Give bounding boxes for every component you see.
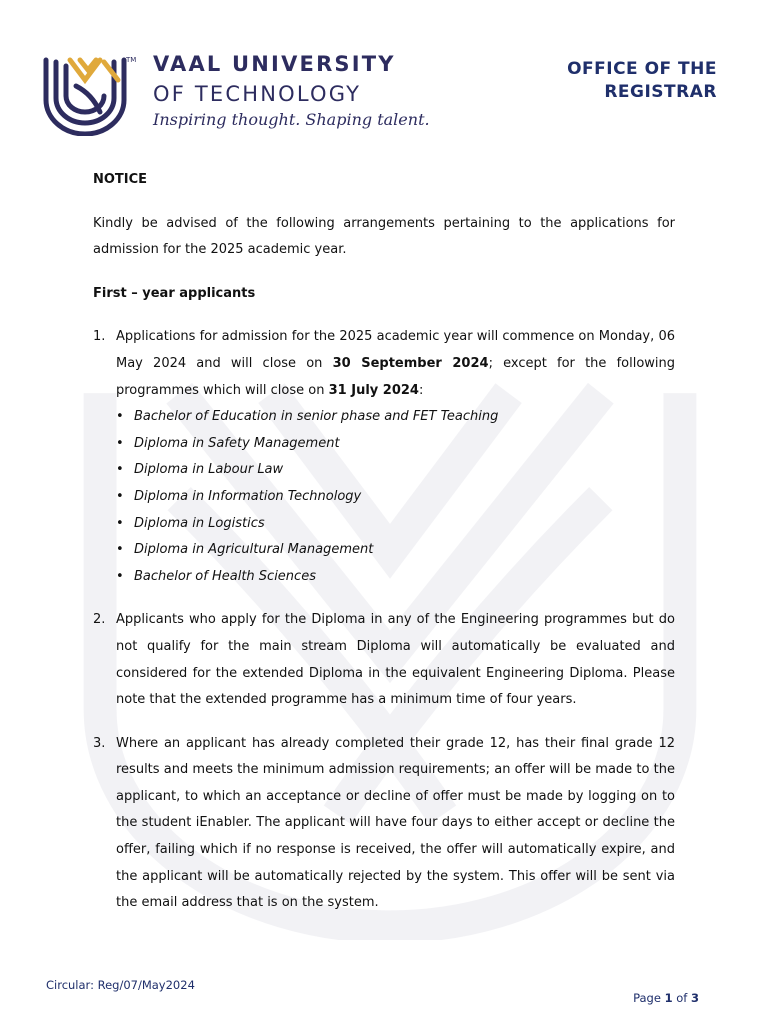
programme-item: • Diploma in Logistics xyxy=(116,511,675,538)
programme-item: • Bachelor of Education in senior phase and FET Teaching xyxy=(116,404,675,431)
close-date-general: 30 September 2024 xyxy=(332,355,489,371)
office-title-line2: REGISTRAR xyxy=(604,82,717,102)
item-text-part: Applications for admission for the 2025 academic year will commence on Monday, 06 May 2024 and will close on xyxy=(116,329,675,371)
notice-intro: Kindly be advised of the following arrangements pertaining to the applications for admission for the 2025 academic year. xyxy=(93,215,675,258)
page-total: 3 xyxy=(690,991,699,1005)
item-text: Where an applicant has already completed their grade 12, has their final grade 12 results and meets the minimum admission requirements; an offer will be made to the applicant, to which an acceptance or decline of offer must be made by logging on to the student iEnabler. The applicant will have four days to either accept or decline the offer, failing which if no response is received, the offer will automatically expire, and the applicant will be automatically rejected by the system. This offer will be sent via the email address that is on the system. xyxy=(116,735,675,911)
programme-list xyxy=(116,404,675,590)
numbered-item-1 xyxy=(93,324,675,590)
university-slogan: Inspiring thought. Shaping talent. xyxy=(153,110,430,129)
item-number: 2. xyxy=(93,612,106,628)
programme-item: • Diploma in Safety Management xyxy=(116,431,675,458)
programme-item: • Diploma in Information Technology xyxy=(116,484,675,511)
numbered-item-3 xyxy=(93,731,675,917)
programme-item: • Diploma in Labour Law xyxy=(116,457,675,484)
programme-item: • Diploma in Agricultural Management xyxy=(116,537,675,564)
section-subheading: First – year applicants xyxy=(93,285,256,301)
trademark-symbol: TM xyxy=(126,56,137,64)
item-text xyxy=(116,324,675,404)
item-number: 3. xyxy=(93,735,106,751)
university-subname: OF TECHNOLOGY xyxy=(153,82,362,106)
notice-heading: NOTICE xyxy=(93,172,148,187)
item-number: 1. xyxy=(93,329,106,345)
item-text-part: ; except for the following programmes which will close on xyxy=(116,355,676,398)
notice-body xyxy=(93,167,675,934)
item-text: Applicants who apply for the Diploma in any of the Engineering programmes but do not qualify for the main stream Diploma will automatically be evaluated and considered for the extended Diploma in the equivalent Engineering Diploma. Please note that the extended programme has a minimum time of four years. xyxy=(116,612,675,708)
page-indicator xyxy=(633,991,699,1005)
vut-logo-icon xyxy=(42,56,128,136)
page-word: Page xyxy=(633,991,661,1005)
numbered-item-2 xyxy=(93,607,675,713)
of-word: of xyxy=(676,991,688,1005)
university-name: VAAL UNIVERSITY xyxy=(153,52,396,76)
office-title xyxy=(567,58,717,104)
circular-reference: Circular: Reg/07/May2024 xyxy=(46,978,195,992)
page-number: 1 xyxy=(664,991,673,1005)
office-title-line1: OFFICE OF THE xyxy=(567,59,717,79)
item-text-part: : xyxy=(418,382,424,398)
programme-item: • Bachelor of Health Sciences xyxy=(116,564,675,591)
close-date-exceptions: 31 July 2024 xyxy=(328,382,419,398)
